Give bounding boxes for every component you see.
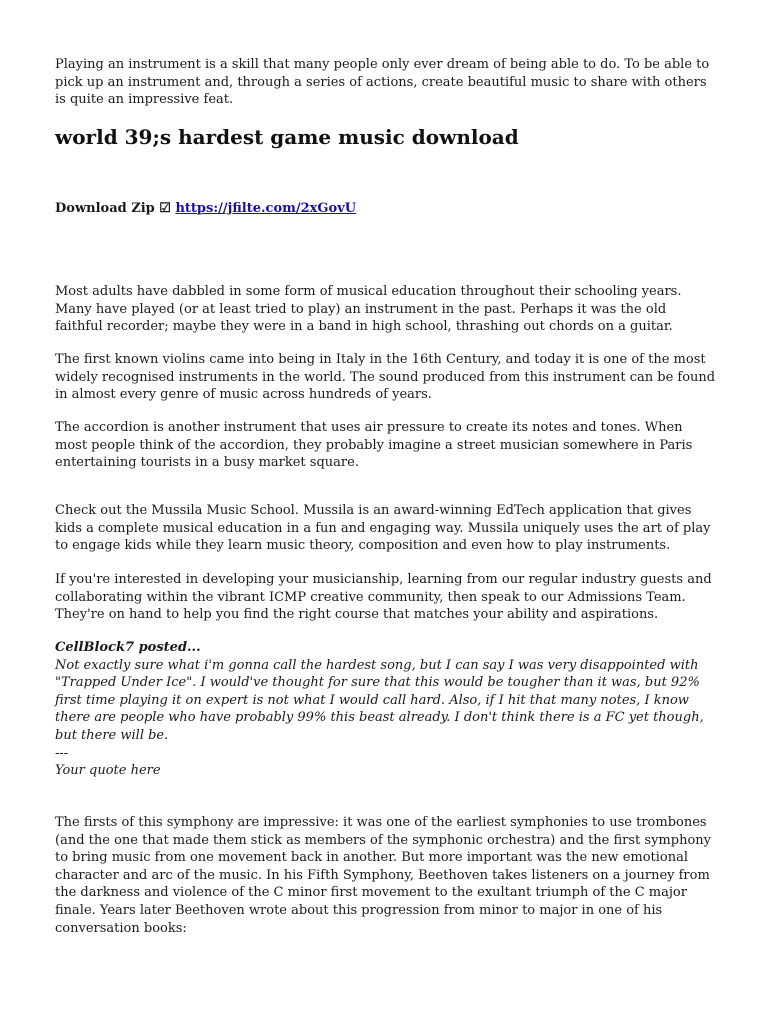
quote-signature: Your quote here	[55, 763, 161, 779]
download-line	[55, 200, 717, 218]
paragraph-symphony: The firsts of this symphony are impressive: it was one of the earliest symphonies to use trombones (and the one that made them stick as members of the symphonic orchestra) and the first symphony to bring music from one movement back in another. But more important was the new emotional character and arc of the music. In his Fifth Symphony, Beethoven takes listeners on a journey from the darkness and violence of the C minor first movement to the exultant triumph of the C major finale. Years later Beethoven wrote about this progression from minor to major in one of his conversation books:	[55, 815, 711, 936]
quote-body: Not exactly sure what i'm gonna call the hardest song, but I can say I was very disappointed with "Trapped Under Ice". I would've thought for sure that this would be tougher than it was, but 92% first time playing it on expert is not what I would call hard. Also, if I hit that many notes, I know there are people who have probably 99% this beast already. I don't think there is a FC yet though, but there will be.	[55, 657, 704, 743]
forum-quote	[55, 639, 717, 780]
paragraph-adults: Most adults have dabbled in some form of musical education throughout their schooling years. Many have played (or at least tried to play) an instrument in the past. Perhaps it was the old faithful recorder; maybe they were in a band in high school, thrashing out chords on a guitar.	[55, 284, 682, 335]
download-link[interactable]: https://jfilte.com/2xGovU	[175, 201, 357, 216]
quote-separator: ---	[55, 745, 69, 761]
page-title: world 39;s hardest game music download	[55, 125, 519, 149]
download-label: Download Zip ☑	[55, 201, 171, 216]
intro-paragraph: Playing an instrument is a skill that many people only ever dream of being able to do. To be able to pick up an instrument and, through a series of actions, create beautiful music to share with others is quite an impressive feat.	[55, 57, 710, 108]
quote-poster: CellBlock7 posted...	[55, 640, 201, 655]
paragraph-violins: The first known violins came into being in Italy in the 16th Century, and today it is one of the most widely recognised instruments in the world. The sound produced from this instrument can be found in almost every genre of music across hundreds of years.	[55, 352, 716, 403]
paragraph-accordion: The accordion is another instrument that uses air pressure to create its notes and tones. When most people think of the accordion, they probably imagine a street musician somewhere in Paris entertaining tourists in a busy market square.	[55, 420, 693, 471]
paragraph-mussila: Check out the Mussila Music School. Mussila is an award-winning EdTech application that gives kids a complete musical education in a fun and engaging way. Mussila uniquely uses the art of play to engage kids while they learn music theory, composition and even how to play instruments.	[55, 503, 711, 554]
paragraph-icmp: If you're interested in developing your musicianship, learning from our regular industry guests and collaborating within the vibrant ICMP creative community, then speak to our Admissions Team. They're on hand to help you find the right course that matches your ability and aspirations.	[55, 572, 712, 623]
